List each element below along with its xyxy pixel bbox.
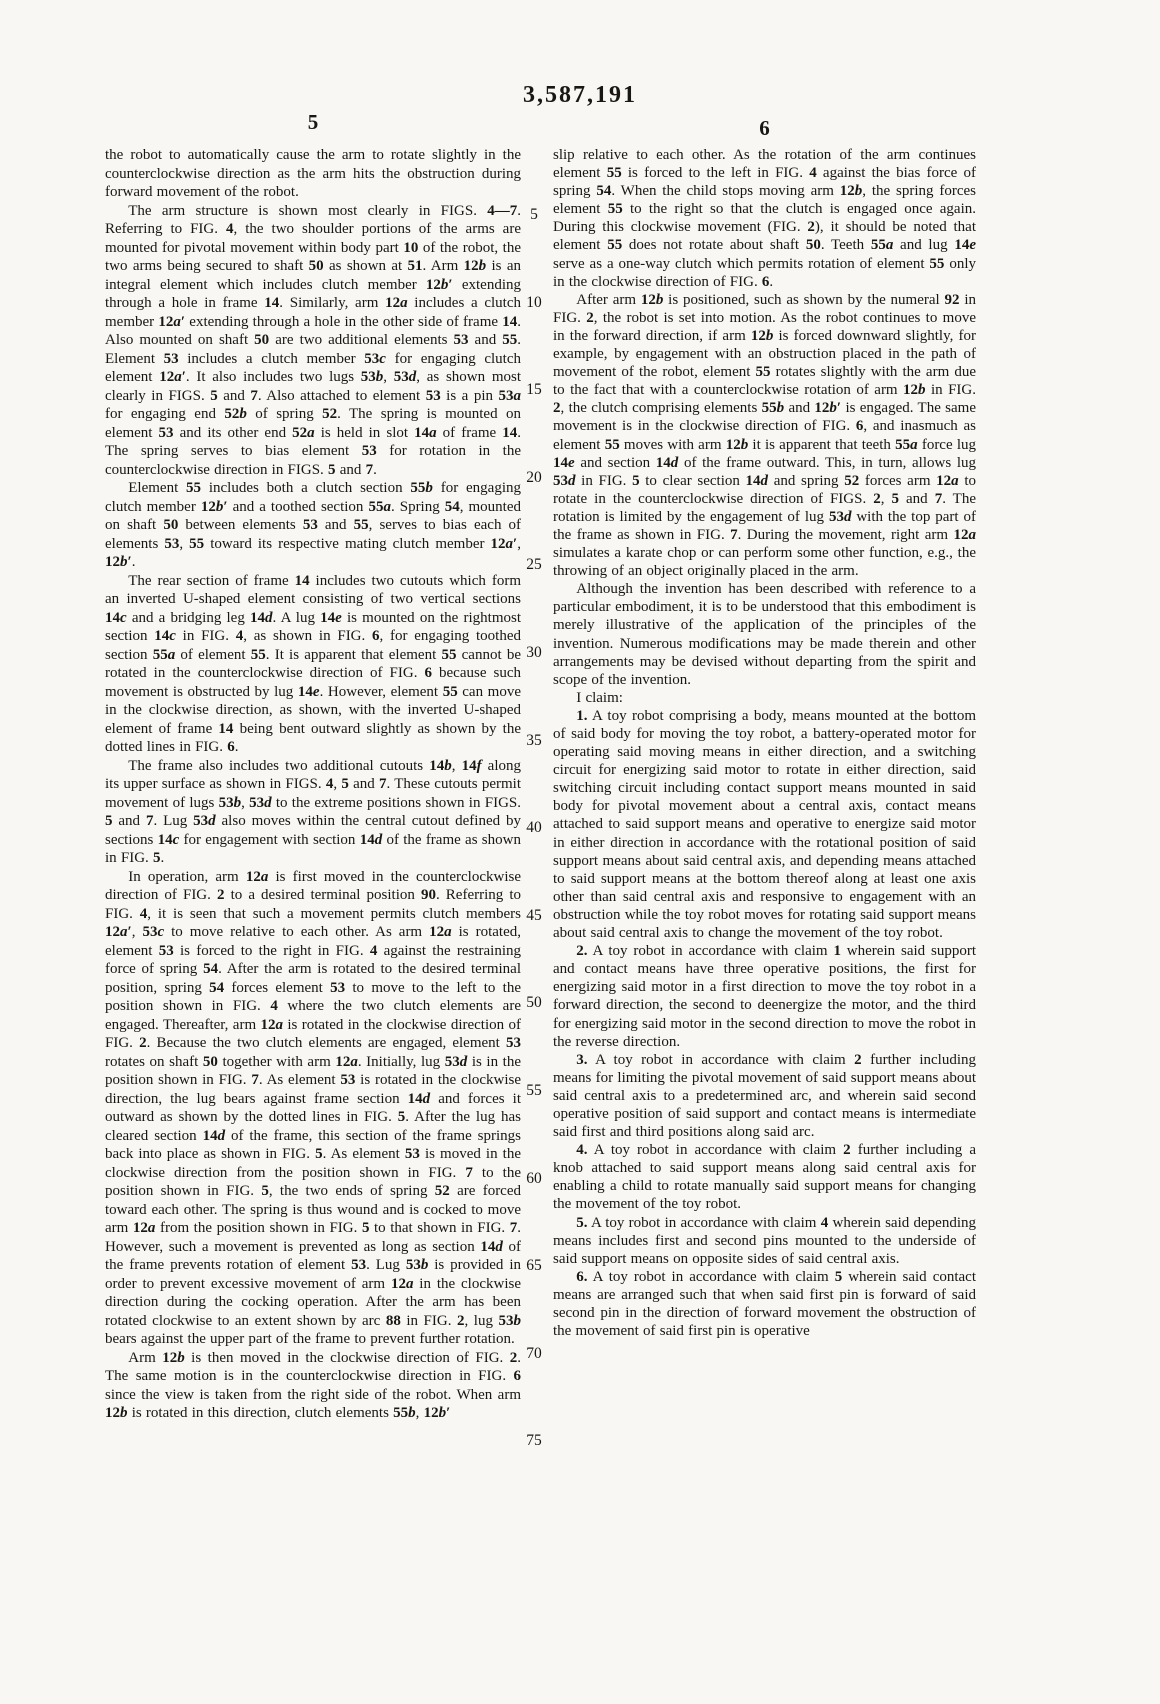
line-number: 15 <box>526 381 542 399</box>
line-number: 20 <box>526 468 542 486</box>
paragraph: I claim: <box>576 689 623 706</box>
line-number: 55 <box>526 1082 542 1099</box>
line-number: 35 <box>526 731 542 749</box>
column-6-text <box>553 146 976 1340</box>
line-number: 5 <box>530 206 538 223</box>
line-number: 65 <box>526 1257 542 1275</box>
line-number: 40 <box>526 819 542 837</box>
paragraph: the robot to automatically cause the arm to rotate slightly in the counterclockwise direction as the arm hits the obstruction during forward movement of the robot. <box>105 147 521 200</box>
paragraph: 3. A toy robot in accordance with claim 2 further including means for limiting the pivotal movement of said support means about said central axis to a predetermined arc, and wherein said second operative position of said support and contact means is intermediate said first and third positions along said arc. <box>553 1051 976 1141</box>
paragraph: Element 55 includes both a clutch section 55b for engaging clutch member 12b′ and a toothed section 55a. Spring 54, mounted on shaft 50 between elements 53 and 55, serves to bias each of elements 53, 55 toward its respective mating clutch member 12a′, 12b′. <box>105 480 522 570</box>
line-number: 60 <box>526 1169 542 1187</box>
paragraph: Although the invention has been described with reference to a particular embodiment, it is to be understood that this embodiment is merely illustrative of the application of the principles of the invention. Numerous modifications may be made therein and other arrangements may be devised without departing from the spirit and scope of the invention. <box>553 581 976 688</box>
paragraph: Arm 12b is then moved in the clockwise direction of FIG. 2. The same motion is in the counterclockwise direction in FIG. 6 since the view is taken from the right side of the robot. When arm 12b is rotated in this direction, clutch elements 55b, 12b′ <box>105 1349 521 1421</box>
line-number: 75 <box>526 1432 542 1450</box>
line-number: 25 <box>526 556 542 574</box>
column-6-number: 6 <box>759 116 770 140</box>
paragraph: In operation, arm 12a is first moved in the counterclockwise direction of FIG. 2 to a desired terminal position 90. Referring to FIG. 4, it is seen that such a movement permits clutch members 12a′, 53c to move relative to each other. As arm 12a is rotated, element 53 is forced to the right in FIG. 4 against the restraining force of spring 54. After the arm is rotated to the desired terminal position, spring 54 forces element 53 to move to the left to the position shown in FIG. 4 where the two clutch elements are engaged. Thereafter, arm 12a is rotated in the clockwise direction of FIG. 2. Because the two clutch elements are engaged, element 53 rotates on shaft 50 together with arm 12a. Initially, lug 53d is in the position shown in FIG. 7. As element 53 is rotated in the clockwise direction, the lug bears against frame section 14d and forces it outward as shown by the dotted lines in FIG. 5. After the lug has cleared section 14d of the frame, this section of the frame springs back into place as shown in FIG. 5. As element 53 is moved in the clockwise direction from the position shown in FIG. 7 to the position shown in FIG. 5, the two ends of spring 52 are forced toward each other. The spring is thus wound and is cocked to move arm 12a from the position shown in FIG. 5 to that shown in FIG. 7. However, such a movement is prevented as long as section 14d of the frame prevents rotation of element 53. Lug 53b is provided in order to prevent excessive movement of arm 12a in the clockwise direction during the cocking operation. After the arm has been rotated clockwise to an extent shown by arc 88 in FIG. 2, lug 53b bears against the upper part of the frame to prevent further rotation. <box>105 868 522 1347</box>
gutter-line-numbers <box>519 0 549 1704</box>
paragraph: slip relative to each other. As the rotation of the arm continues element 55 is forced to the left in FIG. 4 against the bias force of spring 54. When the child stops moving arm 12b, the spring forces element 55 to the right so that the clutch is engaged once again. During this clockwise movement (FIG. 2), it should be noted that element 55 does not rotate about shaft 50. Teeth 55a and lug 14e serve as a one-way clutch which permits rotation of element 55 only in the clockwise direction of FIG. 6. <box>553 147 976 290</box>
paragraph: The rear section of frame 14 includes two cutouts which form an inverted U-shaped element consisting of two vertical sections 14c and a bridging leg 14d. A lug 14e is mounted on the rightmost section 14c in FIG. 4, as shown in FIG. 6, for engaging toothed section 55a of element 55. It is apparent that element 55 cannot be rotated in the counterclockwise direction of FIG. 6 because such movement is obstructed by lug 14e. However, element 55 can move in the clockwise direction, as shown, with the inverted U-shaped element of frame 14 being bent outward slightly as shown by the dotted lines in FIG. 6. <box>105 572 521 755</box>
line-number: 45 <box>526 906 542 924</box>
paragraph: 6. A toy robot in accordance with claim 5 wherein said contact means are arranged such that when said first pin is forward of said second pin in the direction of forward movement the obstruction of the movement of said first pin is operative <box>553 1268 976 1340</box>
line-number: 70 <box>526 1344 542 1362</box>
paragraph: The arm structure is shown most clearly in FIGS. 4—7. Referring to FIG. 4, the two shoulder portions of the arms are mounted for pivotal movement within body part 10 of the robot, the two arms being secured to shaft 50 as shown at 51. Arm 12b is an integral element which includes clutch member 12b′ extending through a hole in frame 14. Similarly, arm 12a includes a clutch member 12a′ extending through a hole in the other side of frame 14. Also mounted on shaft 50 are two additional elements 53 and 55. Element 53 includes a clutch member 53c for engaging clutch element 12a′. It also includes two lugs 53b, 53d, as shown most clearly in FIGS. 5 and 7. Also attached to element 53 is a pin 53a for engaging end 52b of spring 52. The spring is mounted on element 53 and its other end 52a is held in slot 14a of frame 14. The spring serves to bias element 53 for rotation in the counterclockwise direction in FIGS. 5 and 7. <box>105 202 521 478</box>
column-5-text <box>105 146 521 1423</box>
line-number: 50 <box>526 994 542 1012</box>
paragraph: 1. A toy robot comprising a body, means mounted at the bottom of said body for moving the toy robot, a battery-operated motor for operating said moving means in either direction, and a switching circuit for energizing said motor to rotate in either direction, said switching circuit including contact support means mounted in said body for pivotal movement about a central axis, contact means attached to said support means and operative to energize said motor in either direction in accordance with the rotational position of said support means about said central axis, and depending means attached to said support means at the bottom thereof along at least one axis other than said central axis and responsive to engagement with an obstruction while the toy robot moves for rotating said support means about said central axis to change the movement of the toy robot. <box>553 707 976 942</box>
paragraph: After arm 12b is positioned, such as shown by the numeral 92 in FIG. 2, the robot is set into motion. As the robot continues to move in the forward direction, if arm 12b is forced downward slightly, for example, by engagement with an obstruction placed in the path of movement of the robot, element 55 rotates slightly with the arm due to the fact that with a counterclockwise rotation of arm 12b in FIG. 2, the clutch comprising elements 55b and 12b′ is engaged. The same movement is in the clockwise direction of FIG. 6, and inasmuch as element 55 moves with arm 12b it is apparent that teeth 55a force lug 14e and section 14d of the frame outward. This, in turn, allows lug 53d in FIG. 5 to clear section 14d and spring 52 forces arm 12a to rotate in the counterclockwise direction of FIGS. 2, 5 and 7. The rotation is limited by the engagement of lug 53d with the top part of the frame as shown in FIG. 7. During the movement, right arm 12a simulates a karate chop or can perform some other function, e.g., the throwing of an object originally placed in the arm. <box>553 291 977 580</box>
column-5-number: 5 <box>307 110 319 134</box>
paragraph: 4. A toy robot in accordance with claim 2 further including a knob attached to said support means along said central axis for enabling a child to rotate manually said support means for changing the movement of the toy robot. <box>553 1142 976 1213</box>
left-column <box>105 110 521 1423</box>
patent-number: 3,587,191 <box>523 82 637 108</box>
paragraph: 5. A toy robot in accordance with claim 4 wherein said depending means includes first and second pins mounted to the underside of said support means on opposite sides of said central axis. <box>553 1214 977 1267</box>
paragraph: The frame also includes two additional cutouts 14b, 14f along its upper surface as shown in FIGS. 4, 5 and 7. These cutouts permit movement of lugs 53b, 53d to the extreme positions shown in FIGS. 5 and 7. Lug 53d also moves within the central cutout defined by sections 14c for engagement with section 14d of the frame as shown in FIG. 5. <box>105 757 522 866</box>
paragraph: 2. A toy robot in accordance with claim 1 wherein said support and contact means have three operative positions, the first for energizing said motor in a first direction to move the toy robot in a forward direction, the second to deenergize the motor, and the third for energizing said motor in the second direction to move the robot in the reverse direction. <box>553 943 976 1050</box>
line-number: 30 <box>526 644 542 661</box>
right-column <box>553 110 976 1340</box>
line-number: 10 <box>526 293 542 311</box>
